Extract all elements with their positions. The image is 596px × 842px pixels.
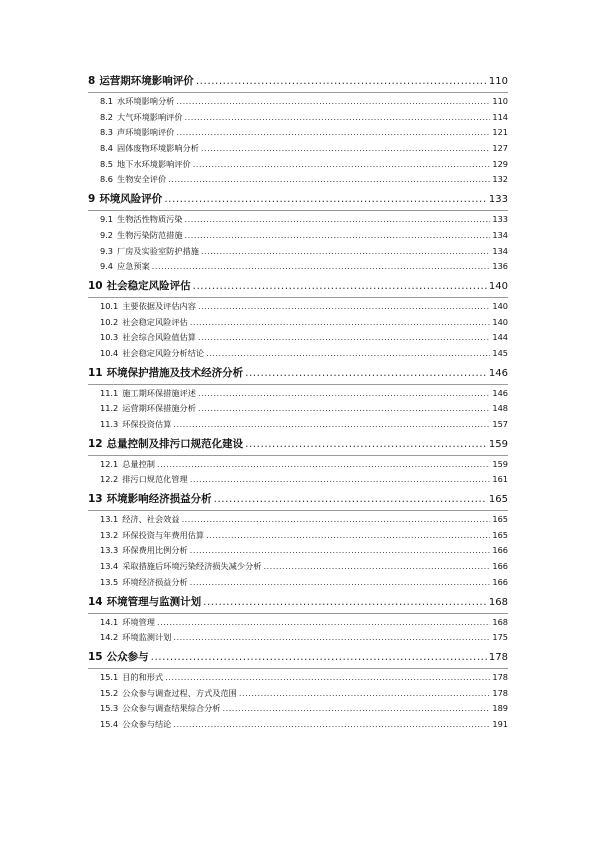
toc-section-entry-title: 环保投资与年费用估算 bbox=[122, 529, 205, 540]
dot-leader bbox=[182, 512, 491, 528]
toc-chapter-block bbox=[88, 275, 508, 362]
toc-chapter-entry-page-number: 178 bbox=[488, 651, 508, 663]
toc-section-entry-page-number: 161 bbox=[492, 474, 508, 485]
toc-chapter-entry-title: 环境影响经济损益分析 bbox=[106, 493, 212, 506]
toc-section-entry[interactable] bbox=[88, 701, 508, 717]
toc-section-entry-title: 生物活性物质污染 bbox=[117, 214, 183, 225]
toc-section-entry-number: 9.2 bbox=[100, 229, 114, 240]
toc-section-entry-page-number: 166 bbox=[492, 576, 508, 587]
toc-section-entry-page-number: 146 bbox=[492, 387, 508, 398]
toc-section-entry-label bbox=[100, 244, 199, 260]
toc-chapter-entry-page-number: 110 bbox=[488, 76, 508, 87]
dot-leader bbox=[206, 528, 490, 544]
dot-leader bbox=[203, 591, 487, 613]
toc-section-entry-number: 8.3 bbox=[100, 127, 114, 138]
toc-chapter-entry[interactable] bbox=[88, 488, 508, 510]
toc-section-entry-label bbox=[100, 346, 204, 362]
toc-section-entry-label bbox=[100, 512, 180, 528]
toc-chapter-entry[interactable] bbox=[88, 70, 508, 92]
toc-section-entry-number: 10.2 bbox=[100, 316, 119, 327]
chapter-divider bbox=[88, 210, 508, 211]
toc-section-entry-page-number: 140 bbox=[492, 300, 508, 311]
toc-section-entry[interactable] bbox=[88, 512, 508, 528]
toc-chapter-block bbox=[88, 362, 508, 433]
toc-section-entry[interactable] bbox=[88, 401, 508, 417]
toc-section-entry-number: 8.1 bbox=[100, 96, 114, 106]
toc-chapter-entry-number: 11 bbox=[88, 366, 103, 379]
toc-section-entry-page-number: 134 bbox=[492, 245, 508, 256]
toc-section-entry[interactable] bbox=[88, 528, 508, 544]
toc-section-entry[interactable] bbox=[88, 346, 508, 362]
toc-section-entry-label bbox=[100, 141, 199, 157]
toc-section-entry-title: 运营期环保措施分析 bbox=[122, 403, 196, 414]
toc-chapter-entry[interactable] bbox=[88, 188, 508, 210]
dot-leader bbox=[190, 543, 491, 559]
chapter-divider bbox=[88, 297, 508, 298]
toc-section-entry-title: 环保费用比例分析 bbox=[122, 545, 188, 556]
toc-section-entry-number: 10.3 bbox=[100, 332, 119, 343]
toc-section-entry[interactable] bbox=[88, 228, 508, 244]
toc-section-entry-number: 11.2 bbox=[100, 403, 119, 414]
toc-chapter-entry[interactable] bbox=[88, 591, 508, 613]
toc-section-entry[interactable] bbox=[88, 110, 508, 126]
toc-chapter-entry-number: 10 bbox=[88, 279, 103, 292]
toc-chapter-entry-label bbox=[88, 362, 243, 384]
dot-leader bbox=[176, 94, 490, 110]
toc-chapter-entry-title: 运营期环境影响评价 bbox=[99, 75, 194, 87]
toc-section-entry-label bbox=[100, 417, 171, 433]
toc-section-entry-number: 13.5 bbox=[100, 576, 119, 587]
toc-chapter-entry[interactable] bbox=[88, 275, 508, 297]
toc-section-entry[interactable] bbox=[88, 630, 508, 646]
toc-chapter-entry-title: 总量控制及排污口规范化建设 bbox=[106, 437, 244, 450]
toc-chapter-entry-number: 9 bbox=[88, 193, 96, 206]
toc-section-entry-page-number: 129 bbox=[492, 158, 508, 169]
toc-section-entry-page-number: 127 bbox=[492, 143, 508, 154]
toc-section-entry-label bbox=[100, 259, 150, 275]
dot-leader bbox=[198, 386, 490, 402]
toc-chapter-block bbox=[88, 433, 508, 488]
dot-leader bbox=[173, 417, 490, 433]
toc-chapter-entry-title: 环境管理与监测计划 bbox=[106, 595, 202, 608]
toc-section-entry-number: 15.1 bbox=[100, 671, 119, 682]
toc-section-entry[interactable] bbox=[88, 472, 508, 488]
toc-section-entry-page-number: 133 bbox=[492, 214, 508, 225]
toc-section-entry[interactable] bbox=[88, 315, 508, 331]
toc-section-entry-title: 社会稳定风险评估 bbox=[122, 316, 188, 327]
toc-section-entry[interactable] bbox=[88, 157, 508, 173]
toc-chapter-entry-label bbox=[88, 70, 194, 92]
chapter-divider bbox=[88, 455, 508, 456]
dot-leader bbox=[193, 157, 491, 173]
toc-section-entry-title: 生物安全评价 bbox=[117, 174, 167, 185]
dot-leader bbox=[201, 244, 490, 260]
toc-section-entry[interactable] bbox=[88, 575, 508, 591]
toc-section-entry-number: 15.4 bbox=[100, 718, 119, 729]
dot-leader bbox=[193, 275, 487, 297]
toc-section-entry-number: 11.3 bbox=[100, 419, 119, 429]
toc-section-entry-title: 环境经济损益分析 bbox=[122, 576, 188, 587]
toc-section-entry-title: 目的和形式 bbox=[122, 671, 164, 682]
toc-section-entry-title: 声环境影响评价 bbox=[117, 127, 175, 138]
toc-section-entry-number: 9.1 bbox=[100, 214, 114, 225]
toc-section-entry-number: 8.6 bbox=[100, 174, 114, 185]
toc-chapter-entry-title: 社会稳定风险评估 bbox=[106, 279, 191, 292]
toc-section-entry-page-number: 145 bbox=[492, 347, 508, 358]
toc-section-entry-number: 9.3 bbox=[100, 245, 114, 256]
toc-section-entry[interactable] bbox=[88, 417, 508, 433]
dot-leader bbox=[157, 615, 490, 631]
toc-section-entry-page-number: 178 bbox=[492, 671, 508, 682]
toc-section-entry-page-number: 189 bbox=[492, 703, 508, 714]
toc-section-entry-number: 15.3 bbox=[100, 703, 119, 714]
toc-section-entry[interactable] bbox=[88, 686, 508, 702]
dot-leader bbox=[173, 630, 490, 646]
toc-chapter-block bbox=[88, 488, 508, 590]
toc-chapter-entry-title: 环境风险评价 bbox=[99, 193, 163, 206]
toc-section-entry-page-number: 148 bbox=[492, 403, 508, 414]
toc-section-entry-label bbox=[100, 630, 171, 646]
dot-leader bbox=[239, 686, 490, 702]
toc-chapter-entry-number: 15 bbox=[88, 650, 103, 663]
chapter-divider bbox=[88, 613, 508, 614]
toc-section-entry-page-number: 136 bbox=[492, 261, 508, 272]
toc-section-entry-title: 经济、社会效益 bbox=[122, 514, 180, 525]
toc-chapter-block bbox=[88, 70, 508, 188]
dot-leader bbox=[185, 228, 491, 244]
toc-section-entry-title: 大气环境影响评价 bbox=[117, 111, 183, 122]
toc-chapter-entry-title: 环境保护措施及技术经济分析 bbox=[106, 366, 244, 379]
toc-section-entry-page-number: 110 bbox=[492, 96, 508, 106]
toc-section-entry-number: 13.2 bbox=[100, 529, 119, 540]
toc-section-entry[interactable] bbox=[88, 670, 508, 686]
toc-section-entry-page-number: 168 bbox=[492, 616, 508, 627]
dot-leader bbox=[176, 125, 490, 141]
toc-chapter-entry[interactable] bbox=[88, 646, 508, 668]
toc-chapter-entry-number: 13 bbox=[88, 493, 103, 506]
toc-section-entry-page-number: 159 bbox=[492, 458, 508, 469]
toc-section-entry[interactable] bbox=[88, 717, 508, 733]
toc-section-entry-label bbox=[100, 330, 196, 346]
toc-section-entry-page-number: 178 bbox=[492, 687, 508, 698]
dot-leader bbox=[173, 717, 490, 733]
toc-chapter-entry-label bbox=[88, 275, 191, 297]
toc-section-entry-title: 固体废物环境影响分析 bbox=[117, 143, 199, 154]
toc-section-entry[interactable] bbox=[88, 94, 508, 110]
toc-section-entry-label bbox=[100, 212, 183, 228]
toc-chapter-entry-number: 12 bbox=[88, 437, 103, 450]
dot-leader bbox=[165, 670, 490, 686]
toc-section-entry-title: 环境监测计划 bbox=[122, 632, 172, 643]
dot-leader bbox=[157, 457, 490, 473]
toc-section-entry[interactable] bbox=[88, 212, 508, 228]
toc-section-entry-label bbox=[100, 228, 183, 244]
dot-leader bbox=[151, 646, 487, 668]
chapter-divider bbox=[88, 668, 508, 669]
toc-section-entry-label bbox=[100, 315, 188, 331]
dot-leader bbox=[185, 212, 491, 228]
dot-leader bbox=[245, 362, 487, 384]
toc-section-entry-label bbox=[100, 575, 188, 591]
toc-section-entry-label bbox=[100, 94, 174, 110]
toc-section-entry-number: 13.3 bbox=[100, 545, 119, 556]
toc-section-entry-title: 水环境影响分析 bbox=[117, 96, 175, 106]
dot-leader bbox=[190, 315, 491, 331]
toc-section-entry-page-number: 132 bbox=[492, 174, 508, 185]
toc-section-entry-number: 14.1 bbox=[100, 616, 119, 627]
toc-section-entry[interactable] bbox=[88, 244, 508, 260]
dot-leader bbox=[245, 433, 487, 455]
chapter-divider bbox=[88, 92, 508, 93]
toc-section-entry[interactable] bbox=[88, 615, 508, 631]
toc-section-entry-label bbox=[100, 543, 188, 559]
toc-section-entry-label bbox=[100, 701, 221, 717]
toc-chapter-entry-label bbox=[88, 433, 243, 455]
chapter-divider bbox=[88, 510, 508, 511]
toc-section-entry[interactable] bbox=[88, 457, 508, 473]
toc-section-entry-number: 10.1 bbox=[100, 300, 119, 311]
toc-section-entry-page-number: 134 bbox=[492, 229, 508, 240]
toc-chapter-entry-label bbox=[88, 188, 162, 210]
toc-chapter-block bbox=[88, 591, 508, 646]
dot-leader bbox=[198, 330, 490, 346]
toc-section-entry[interactable] bbox=[88, 559, 508, 575]
dot-leader bbox=[185, 110, 491, 126]
toc-chapter-entry[interactable] bbox=[88, 362, 508, 384]
toc-section-entry[interactable] bbox=[88, 172, 508, 188]
toc-section-entry-title: 施工期环保措施评述 bbox=[122, 387, 196, 398]
toc-section-entry-number: 12.1 bbox=[100, 458, 119, 469]
toc-section-entry[interactable] bbox=[88, 299, 508, 315]
toc-section-entry-title: 公众参与调查结果综合分析 bbox=[122, 703, 221, 714]
toc-section-entry-number: 13.1 bbox=[100, 514, 119, 525]
toc-chapter-block bbox=[88, 188, 508, 275]
toc-section-entry-number: 13.4 bbox=[100, 561, 119, 572]
toc-chapter-entry-label bbox=[88, 646, 149, 668]
toc-section-entry-label bbox=[100, 386, 196, 402]
toc-section-entry-title: 社会综合风险值估算 bbox=[122, 332, 196, 343]
toc-section-entry-label bbox=[100, 686, 237, 702]
toc-section-entry-number: 8.4 bbox=[100, 143, 114, 154]
toc-section-entry-title: 社会稳定风险分析结论 bbox=[122, 347, 205, 358]
toc-section-entry-number: 12.2 bbox=[100, 474, 119, 485]
toc-section-entry-title: 总量控制 bbox=[122, 458, 155, 469]
toc-chapter-entry-title: 公众参与 bbox=[106, 650, 149, 663]
toc-section-entry-label bbox=[100, 472, 188, 488]
toc-section-entry-page-number: 144 bbox=[492, 332, 508, 343]
toc-chapter-entry-page-number: 159 bbox=[488, 438, 508, 450]
toc-section-entry-page-number: 114 bbox=[492, 111, 508, 122]
toc-section-entry-number: 8.2 bbox=[100, 111, 114, 122]
toc-section-entry-number: 10.4 bbox=[100, 347, 119, 358]
toc-section-entry-label bbox=[100, 299, 196, 315]
chapter-divider bbox=[88, 384, 508, 385]
dot-leader bbox=[168, 172, 490, 188]
toc-chapter-entry-number: 14 bbox=[88, 595, 103, 608]
toc-section-entry-title: 采取措施后环境污染经济损失减少分析 bbox=[122, 561, 262, 572]
toc-chapter-entry-page-number: 168 bbox=[488, 596, 508, 608]
toc-chapter-entry-page-number: 140 bbox=[488, 280, 508, 292]
toc-section-entry-label bbox=[100, 615, 155, 631]
toc-section-entry-title: 公众参与调查过程、方式及范围 bbox=[122, 687, 237, 698]
toc-section-entry[interactable] bbox=[88, 330, 508, 346]
toc-section-entry-page-number: 121 bbox=[492, 127, 508, 138]
dot-leader bbox=[164, 188, 487, 210]
toc-section-entry-number: 8.5 bbox=[100, 158, 114, 169]
toc-section-entry-title: 环境管理 bbox=[122, 616, 155, 627]
toc-section-entry-page-number: 165 bbox=[492, 514, 508, 525]
toc-section-entry-page-number: 165 bbox=[492, 529, 508, 540]
toc-section-entry-title: 排污口规范化管理 bbox=[122, 474, 188, 485]
dot-leader bbox=[223, 701, 491, 717]
toc-section-entry-title: 公众参与结论 bbox=[122, 718, 172, 729]
dot-leader bbox=[198, 401, 490, 417]
dot-leader bbox=[206, 346, 490, 362]
toc-section-entry-label bbox=[100, 528, 204, 544]
toc-chapter-entry-label bbox=[88, 591, 201, 613]
dot-leader bbox=[190, 575, 491, 591]
toc-section-entry-label bbox=[100, 401, 196, 417]
toc-section-entry[interactable] bbox=[88, 125, 508, 141]
toc-section-entry-title: 环保投资估算 bbox=[122, 419, 172, 429]
toc-section-entry[interactable] bbox=[88, 141, 508, 157]
toc-chapter-entry-page-number: 146 bbox=[488, 367, 508, 379]
toc-chapter-entry-number: 8 bbox=[88, 75, 96, 87]
toc-section-entry[interactable] bbox=[88, 543, 508, 559]
toc-section-entry-page-number: 191 bbox=[492, 718, 508, 729]
toc-section-entry-label bbox=[100, 717, 171, 733]
toc-section-entry-page-number: 175 bbox=[492, 632, 508, 643]
dot-leader bbox=[198, 299, 490, 315]
toc-section-entry-label bbox=[100, 670, 163, 686]
dot-leader bbox=[201, 141, 490, 157]
dot-leader bbox=[263, 559, 490, 575]
toc-chapter-entry[interactable] bbox=[88, 433, 508, 455]
dot-leader bbox=[196, 70, 487, 92]
toc-section-entry-number: 11.1 bbox=[100, 387, 119, 398]
toc-section-entry-number: 9.4 bbox=[100, 261, 114, 272]
toc-section-entry-label bbox=[100, 125, 174, 141]
toc-section-entry-label bbox=[100, 172, 166, 188]
toc-section-entry-page-number: 157 bbox=[492, 419, 508, 429]
toc-chapter-entry-page-number: 133 bbox=[488, 194, 508, 206]
toc-section-entry-number: 15.2 bbox=[100, 687, 119, 698]
toc-section-entry[interactable] bbox=[88, 259, 508, 275]
toc-chapter-block bbox=[88, 646, 508, 733]
dot-leader bbox=[152, 259, 491, 275]
dot-leader bbox=[190, 472, 491, 488]
toc-section-entry-number: 14.2 bbox=[100, 632, 119, 643]
toc-section-entry-title: 主要依据及评估内容 bbox=[122, 300, 196, 311]
toc-section-entry-page-number: 166 bbox=[492, 545, 508, 556]
toc-section-entry-title: 应急预案 bbox=[117, 261, 150, 272]
toc-section-entry-label bbox=[100, 110, 183, 126]
toc-section-entry-page-number: 140 bbox=[492, 316, 508, 327]
toc-section-entry-label bbox=[100, 457, 155, 473]
toc-section-entry-label bbox=[100, 559, 261, 575]
toc-section-entry-title: 地下水环境影响评价 bbox=[117, 158, 191, 169]
table-of-contents bbox=[88, 70, 508, 733]
toc-section-entry-title: 厂房及实验室防护措施 bbox=[117, 245, 199, 256]
toc-chapter-entry-label bbox=[88, 488, 212, 510]
toc-chapter-entry-page-number: 165 bbox=[488, 494, 508, 506]
toc-section-entry-title: 生物污染防范措施 bbox=[117, 229, 183, 240]
dot-leader bbox=[214, 488, 487, 510]
toc-section-entry-page-number: 166 bbox=[492, 561, 508, 572]
toc-section-entry[interactable] bbox=[88, 386, 508, 402]
toc-section-entry-label bbox=[100, 157, 191, 173]
